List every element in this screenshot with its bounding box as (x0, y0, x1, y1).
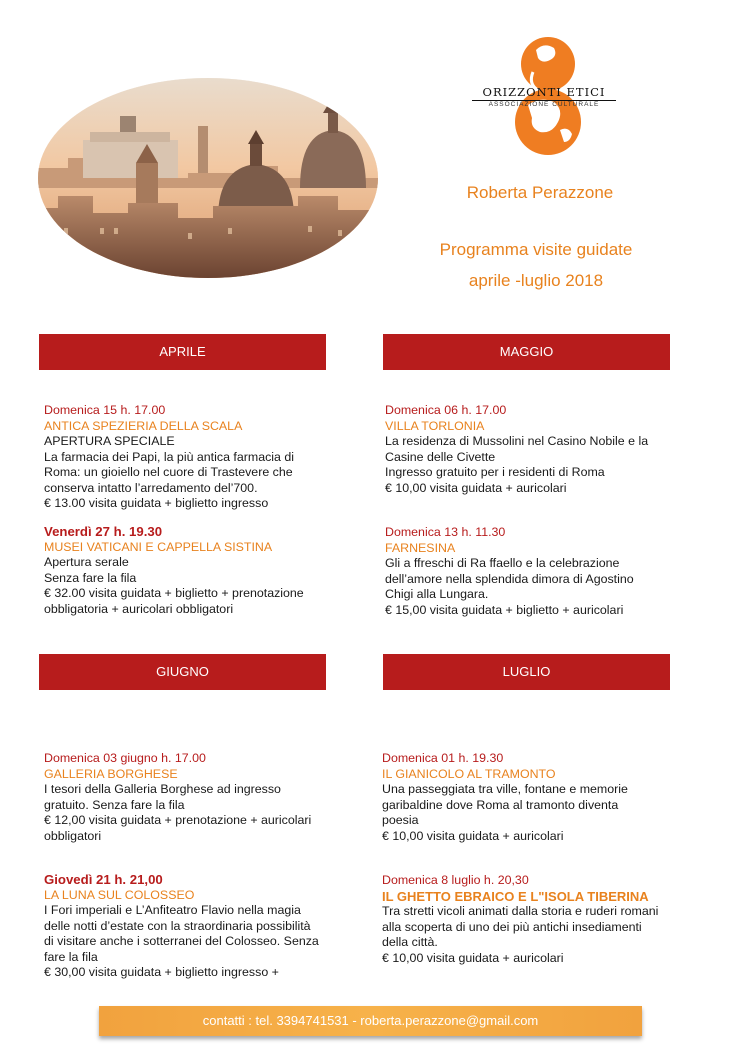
section-aprile: APRILE (39, 334, 326, 370)
event-title: LA LUNA SUL COLOSSEO (44, 887, 195, 902)
event-line: alla scoperta di uno dei più antichi insediamenti (382, 919, 642, 934)
event-line: dell’amore nella splendida dimora di Agostino (385, 571, 634, 586)
event-line: gratuito. Senza fare la fila (44, 797, 185, 812)
event-line: obbligatori (44, 828, 102, 843)
rome-skyline-photo (38, 78, 378, 278)
event-date: Venerdì 27 h. 19.30 (44, 524, 163, 539)
event-line: APERTURA SPECIALE (44, 434, 175, 448)
event-title: IL GIANICOLO AL TRAMONTO (382, 766, 556, 781)
event-giugno-2 (44, 872, 344, 981)
event-maggio-1 (385, 403, 685, 496)
section-luglio: LUGLIO (383, 654, 670, 690)
event-line: Roma: un gioiello nel cuore di Trastevere che (44, 465, 293, 479)
event-line: Ingresso gratuito per i residenti di Roma (385, 465, 605, 479)
event-date: Domenica 01 h. 19.30 (382, 751, 504, 765)
event-date: Domenica 06 h. 17.00 (385, 403, 507, 417)
event-line: conserva intatto l’arredamento del’700. (44, 480, 258, 495)
event-price: € 32.00 visita guidata + biglietto + prenotazione (44, 586, 304, 600)
author-name: Roberta Perazzone (466, 183, 614, 202)
event-line: Chigi alla Lungara. (385, 587, 489, 601)
logo-title: ORIZZONTI ETICI (472, 85, 616, 101)
event-title: IL GHETTO EBRAICO E L"ISOLA TIBERINA (382, 888, 649, 904)
event-price: € 30,00 visita guidata + biglietto ingresso + (44, 965, 279, 979)
event-price: € 15,00 visita guidata + biglietto + auricolari (385, 602, 624, 617)
event-line: Una passeggiata tra ville, fontane e memorie (382, 782, 628, 796)
event-line: obbligatoria + auricolari obbligatori (44, 601, 234, 616)
event-line: Gli a ffreschi di Ra ffaello e la celebrazione (385, 556, 620, 570)
event-date: Giovedì 21 h. 21,00 (44, 872, 163, 887)
event-line: La residenza di Mussolini nel Casino Nobile e la (385, 434, 649, 448)
event-price: € 10,00 visita guidata + auricolari (385, 480, 567, 495)
skyline-illustration (38, 78, 378, 278)
event-price: € 13.00 visita guidata + biglietto ingresso (44, 496, 269, 510)
program-title: Programma visite guidate (439, 240, 633, 259)
event-aprile-1 (44, 403, 344, 512)
event-giugno-1 (44, 751, 344, 844)
event-title: FARNESINA (385, 540, 456, 555)
section-giugno: GIUGNO (39, 654, 326, 690)
event-line: garibaldine dove Roma al tramonto diventa (382, 797, 619, 812)
event-title: VILLA TORLONIA (385, 418, 485, 433)
logo-subtitle: ASSOCIAZIONE CULTURALE (488, 101, 600, 108)
event-maggio-2 (385, 525, 685, 618)
event-line: poesia (382, 813, 419, 827)
event-date: Domenica 8 luglio h. 20,30 (382, 873, 529, 887)
event-luglio-2 (382, 873, 702, 966)
event-line: di visitare anche i sotterranei del Colosseo. Senza (44, 934, 319, 948)
event-line: delle notti d’estate con la straordinaria possibilità (44, 918, 311, 933)
event-luglio-1 (382, 751, 692, 844)
event-line: Apertura serale (44, 555, 129, 569)
event-line: fare la fila (44, 949, 98, 964)
event-line: Casine delle Civette (385, 449, 496, 464)
event-line: I Fori imperiali e L’Anfiteatro Flavio nella magia (44, 903, 301, 917)
event-line: Tra stretti vicoli animati dalla storia e ruderi romani (382, 904, 659, 918)
event-title: ANTICA SPEZIERIA DELLA SCALA (44, 418, 243, 433)
event-date: Domenica 13 h. 11.30 (385, 525, 506, 539)
event-price: € 12,00 visita guidata + prenotazione + auricolari (44, 813, 312, 827)
event-title: MUSEI VATICANI E CAPPELLA SISTINA (44, 539, 273, 554)
event-line: I tesori della Galleria Borghese ad ingresso (44, 782, 281, 796)
event-title: GALLERIA BORGHESE (44, 766, 178, 781)
event-date: Domenica 03 giugno h. 17.00 (44, 751, 206, 765)
event-line: della città. (382, 935, 438, 949)
event-line: Senza fare la fila (44, 570, 137, 585)
contact-bar: contatti : tel. 3394741531 - roberta.perazzone@gmail.com (99, 1006, 642, 1036)
event-line: La farmacia dei Papi, la più antica farmacia di (44, 449, 295, 464)
section-maggio: MAGGIO (383, 334, 670, 370)
event-price: € 10,00 visita guidata + auricolari (382, 950, 564, 965)
event-date: Domenica 15 h. 17.00 (44, 403, 166, 417)
event-aprile-2 (44, 524, 344, 617)
event-price: € 10,00 visita guidata + auricolari (382, 828, 564, 843)
program-period: aprile -luglio 2018 (468, 271, 604, 290)
